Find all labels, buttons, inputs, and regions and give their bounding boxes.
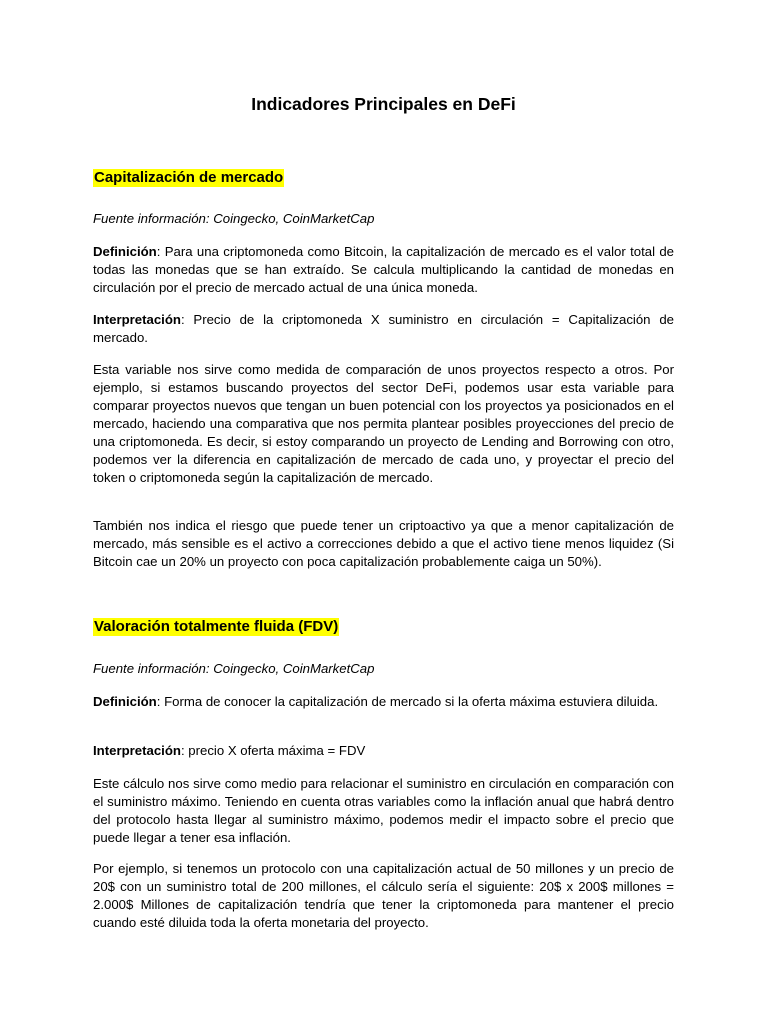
interpretation-paragraph — [93, 311, 674, 347]
body-paragraph: Esta variable nos sirve como medida de comparación de unos proyectos respecto a otros. Por ejemplo, si estamos buscando proyectos del sector DeFi, podemos usar esta variable para comparar proyectos nuevos que tengan un buen potencial con los proyectos ya posicionados en el mercado, haciendo una comparativa que nos permita plantear posibles proyecciones del precio de una criptomoneda. Es decir, si estoy comparando un proyecto de Lending and Borrowing con otro, podemos ver la diferencia en capitalización de mercado de cada uno, y proyectar el precio del token o criptomoneda según la capitalización de mercado. — [93, 362, 674, 485]
interpretation-text: : precio X oferta máxima = FDV — [180, 743, 366, 758]
interpretation-text: : Precio de la criptomoneda X suministro en circulación = Capitalización de mercado. — [93, 312, 674, 345]
section-heading-fdv: Valoración totalmente fluida (FDV) — [94, 618, 339, 635]
definition-text: : Para una criptomoneda como Bitcoin, la capitalización de mercado es el valor total de todas las monedas que se han extraído. Se calcula multiplicando la cantidad de monedas en circulación por el precio de mercado actual de una única moneda. — [93, 244, 674, 295]
section-source: Fuente información: Coingecko, CoinMarketCap — [93, 661, 375, 676]
section-source: Fuente información: Coingecko, CoinMarketCap — [93, 211, 375, 226]
definition-paragraph — [93, 243, 674, 297]
definition-text: : Forma de conocer la capitalización de mercado si la oferta máxima estuviera diluida. — [156, 694, 659, 709]
body-paragraph: Este cálculo nos sirve como medio para relacionar el suministro en circulación en comparación con el suministro máximo. Teniendo en cuenta otras variables como la inflación anual que habrá dentro del protocolo hasta llegar al suministro máximo, podemos medir el impacto sobre el precio que puede llegar a tener esa inflación. — [93, 776, 674, 845]
definition-label: Definición — [93, 694, 157, 709]
body-paragraph: Por ejemplo, si tenemos un protocolo con una capitalización actual de 50 millones y un precio de 20$ con un suministro total de 200 millones, el cálculo sería el siguiente: 20$ x 200$ millones = 2.000$ Millones de capitalización tendría que tener la criptomoneda para mantener el precio cuando esté diluida toda la oferta monetaria del proyecto. — [93, 861, 674, 930]
document-title: Indicadores Principales en DeFi — [251, 94, 516, 114]
body-paragraph: También nos indica el riesgo que puede tener un criptoactivo ya que a menor capitalización de mercado, más sensible es el activo a correcciones debido a que el activo tiene menos liquidez (Si Bitcoin cae un 20% un proyecto con poca capitalización probablemente caiga un 50%). — [93, 518, 674, 569]
definition-label: Definición — [93, 244, 157, 259]
section-heading-market-cap: Capitalización de mercado — [94, 169, 284, 186]
definition-paragraph — [93, 693, 674, 711]
interpretation-paragraph — [93, 742, 674, 760]
interpretation-label: Interpretación — [93, 312, 181, 327]
interpretation-label: Interpretación — [93, 743, 181, 758]
